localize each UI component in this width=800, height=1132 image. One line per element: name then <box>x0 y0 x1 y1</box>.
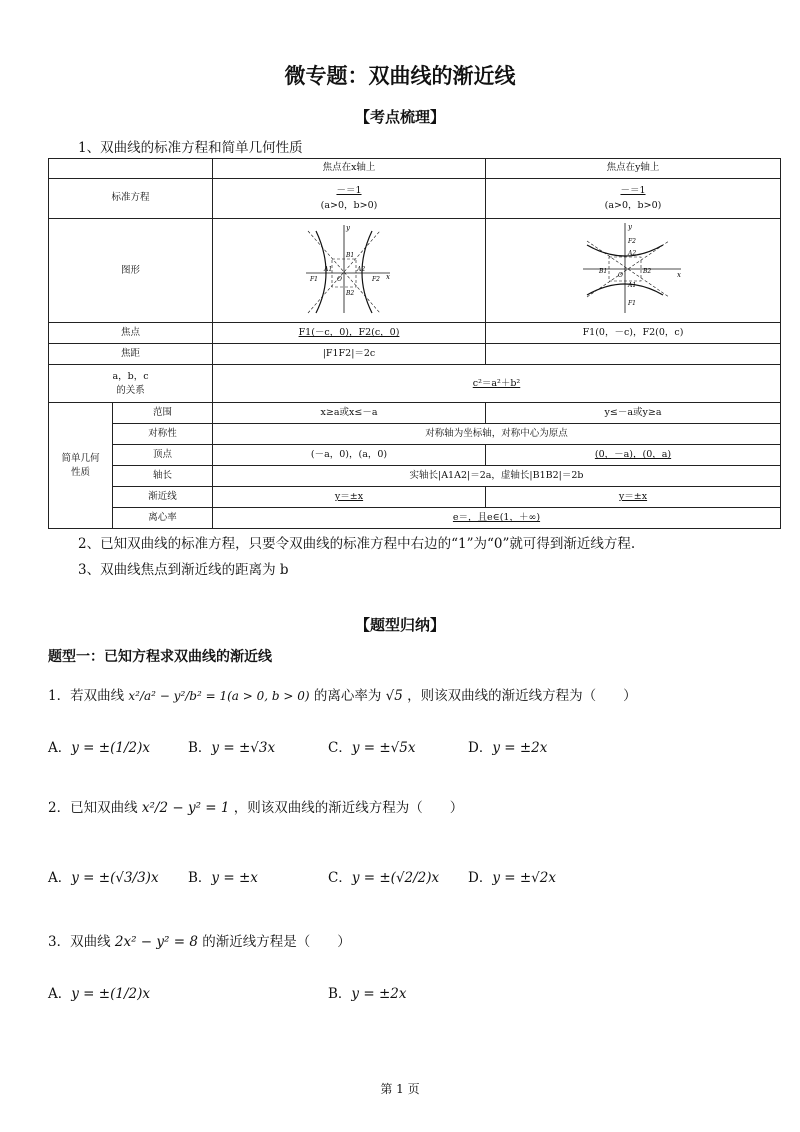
focus-y: F1(0，－c)，F2(0，c) <box>486 323 781 344</box>
q1-option-c[interactable]: C．y = ±√5x <box>328 740 416 756</box>
asymptote-y: y＝±x <box>486 487 781 508</box>
label-standard-equation: 标准方程 <box>49 179 213 219</box>
fig-y-label-y: y <box>628 223 632 231</box>
fig-x-label-b2: B2 <box>346 290 355 297</box>
q2-option-d[interactable]: D．y = ±√2x <box>468 870 556 886</box>
hyperbola-x-graph <box>304 221 394 315</box>
label-eccentricity: 离心率 <box>113 508 213 529</box>
vertex-y: (0，－a)，(0，a) <box>486 445 781 466</box>
q1-eccentricity: √5 <box>385 688 403 704</box>
q3-option-b[interactable]: B．y = ±2x <box>328 986 407 1002</box>
fig-x-label-b1: B1 <box>346 252 355 259</box>
axis-length-value: 实轴长|A1A2|＝2a，虚轴长|B1B2|＝2b <box>213 466 781 487</box>
question-2: 2．已知双曲线 x²/2 − y² = 1 ，则该双曲线的渐近线方程为（ ） <box>48 800 464 816</box>
section-heading-types: 【题型归纳】 <box>354 616 445 634</box>
std-eq-y: －＝1 (a>0，b>0) <box>486 179 781 219</box>
focal-distance-y-blank <box>486 344 781 365</box>
label-abc-relation: a，b，c 的关系 <box>49 365 213 403</box>
q3-equation: 2x² − y² = 8 <box>114 934 198 950</box>
point-1: 1、双曲线的标准方程和简单几何性质 <box>78 140 303 156</box>
focal-distance-value: |F1F2|＝2c <box>213 344 486 365</box>
q2-option-a[interactable]: A．y = ±(√3/3)x <box>48 870 159 886</box>
q2-equation: x²/2 − y² = 1 <box>141 800 230 816</box>
abc-relation-value: c²＝a²＋b² <box>213 365 781 403</box>
std-eq-x: －＝1 (a>0，b>0) <box>213 179 486 219</box>
label-asymptote: 渐近线 <box>113 487 213 508</box>
figure-x-hyperbola <box>213 219 486 323</box>
question-1: 1．若双曲线 x²/a² − y²/b² = 1(a > 0, b > 0) 的离心率为 √5 ，则该双曲线的渐近线方程为（ ） <box>48 688 637 704</box>
fig-x-label-o: O <box>337 276 342 283</box>
q3-option-a[interactable]: A．y = ±(1/2)x <box>48 986 150 1002</box>
q1-equation: x²/a² − y²/b² = 1(a > 0, b > 0) <box>128 689 310 703</box>
fig-x-label-f2: F2 <box>372 276 380 283</box>
fig-x-label-y: y <box>346 224 350 232</box>
q1-option-b[interactable]: B．y = ±√3x <box>188 740 276 756</box>
label-axis-length: 轴长 <box>113 466 213 487</box>
vertex-x: (－a，0)，(a，0) <box>213 445 486 466</box>
fig-x-label-a1: A1 <box>324 266 333 273</box>
label-symmetry: 对称性 <box>113 424 213 445</box>
fig-y-label-b2: B2 <box>643 268 652 275</box>
q1-option-a[interactable]: A．y = ±(1/2)x <box>48 740 150 756</box>
fig-y-label-a1: A1 <box>628 282 637 289</box>
hyperbola-y-graph <box>581 221 685 315</box>
point-3: 3、双曲线焦点到渐近线的距离为 b <box>78 562 289 578</box>
figure-y-hyperbola <box>486 219 781 323</box>
label-vertex: 顶点 <box>113 445 213 466</box>
q1-option-d[interactable]: D．y = ±2x <box>468 740 548 756</box>
fig-y-label-f2: F2 <box>628 238 636 245</box>
fig-x-label-f1: F1 <box>310 276 318 283</box>
fig-y-label-a2: A2 <box>628 250 637 257</box>
question-type-1: 题型一：已知方程求双曲线的渐近线 <box>48 649 272 665</box>
q2-option-b[interactable]: B．y = ±x <box>188 870 258 886</box>
eccentricity-value: e＝，且e∈(1，＋∞) <box>213 508 781 529</box>
q2-option-c[interactable]: C．y = ±(√2/2)x <box>328 870 440 886</box>
label-focal-distance: 焦距 <box>49 344 213 365</box>
property-table <box>48 158 781 529</box>
header-x-axis: 焦点在x轴上 <box>213 159 486 179</box>
focus-x: F1(－c，0)，F2(c，0) <box>213 323 486 344</box>
page-number: 第 1 页 <box>380 1082 420 1096</box>
fig-x-label-x: x <box>386 273 390 281</box>
range-y: y≤－a或y≥a <box>486 403 781 424</box>
symmetry-value: 对称轴为坐标轴，对称中心为原点 <box>213 424 781 445</box>
header-blank <box>49 159 213 179</box>
fig-x-label-a2: A2 <box>357 266 366 273</box>
label-geometric-properties: 简单几何 性质 <box>49 403 113 529</box>
fig-y-label-f1: F1 <box>628 300 636 307</box>
point-2: 2、已知双曲线的标准方程，只要令双曲线的标准方程中右边的“1”为“0”就可得到渐近线方程. <box>78 536 636 552</box>
fig-y-label-b1: B1 <box>599 268 608 275</box>
range-x: x≥a或x≤－a <box>213 403 486 424</box>
fig-y-label-o: O <box>618 272 623 279</box>
label-range: 范围 <box>113 403 213 424</box>
label-focus: 焦点 <box>49 323 213 344</box>
asymptote-x: y＝±x <box>213 487 486 508</box>
question-3: 3．双曲线 2x² − y² = 8 的渐近线方程是（ ） <box>48 934 351 950</box>
header-y-axis: 焦点在y轴上 <box>486 159 781 179</box>
label-figure: 图形 <box>49 219 213 323</box>
section-heading-review: 【考点梳理】 <box>354 108 445 126</box>
fig-y-label-x: x <box>677 271 681 279</box>
page-title: 微专题：双曲线的渐近线 <box>284 64 516 88</box>
